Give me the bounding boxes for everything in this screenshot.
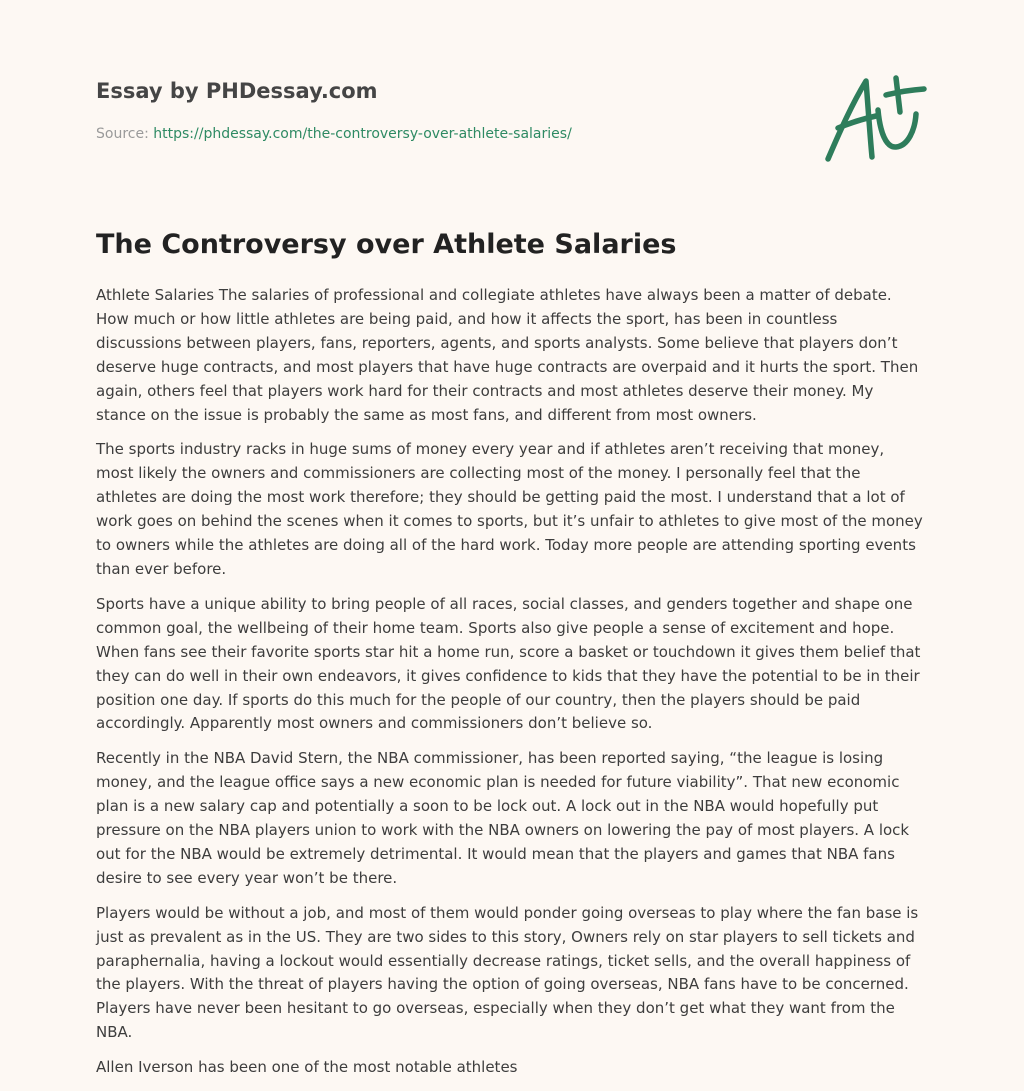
article-title: The Controversy over Athlete Salaries xyxy=(96,229,677,260)
article-paragraph: Sports have a unique ability to bring people of all races, social classes, and genders together and shape one common goal, the wellbeing of their home team. Sports also give people a sense of excitement and hope. When fans see their favorite sports star hit a home run, score a basket or touchdown it gives them belief that they can do well in their own endeavors, it gives confidence to kids that they have the potential to be in their position one day. If sports do this much for the people of our country, then the players should be paid accordingly. Apparently most owners and commissioners don’t believe so. xyxy=(96,594,921,733)
article-paragraph: The sports industry racks in huge sums of money every year and if athletes aren’t receiving that money, most likely the owners and commissioners are collecting most of the money. I personally feel that the athletes are doing the most work therefore; they should be getting paid the most. I understand that a lot of work goes on behind the scenes when it comes to sports, but it’s unfair to athletes to give most of the money to owners while the athletes are doing all of the hard work. Today more people are attending sporting events than ever before. xyxy=(96,440,923,578)
source-link[interactable]: https://phdessay.com/the-controversy-over-athlete-salaries/ xyxy=(153,126,572,142)
brand-title: Essay by PHDessay.com xyxy=(96,79,378,103)
article-paragraph: Players would be without a job, and most of them would ponder going overseas to play where the fan base is just as prevalent as in the US. They are two sides to this story, Owners rely on star players to sell tickets and paraphernalia, having a lockout would essentially decrease ratings, ticket sells, and the overall happiness of the players. With the threat of players having the option of going overseas, NBA fans have to be concerned. Players have never been hesitant to go overseas, especially when they don’t get what they want from the NBA. xyxy=(96,903,919,1042)
a-plus-logo-icon xyxy=(816,66,932,170)
essay-header xyxy=(96,78,796,143)
source-line xyxy=(96,125,796,143)
source-label: Source: xyxy=(96,126,149,142)
article-paragraph: Allen Iverson has been one of the most notable athletes xyxy=(96,1058,518,1077)
article-body xyxy=(96,284,926,1091)
article-paragraph: Recently in the NBA David Stern, the NBA commissioner, has been reported saying, “the league is losing money, and the league office says a new economic plan is needed for future viability”. That new economic plan is a new salary cap and potentially a soon to be lock out. A lock out in the NBA would hopefully put pressure on the NBA players union to work with the NBA owners on lowering the pay of most players. A lock out for the NBA would be extremely detrimental. It would mean that the players and games that NBA fans desire to see every year won’t be there. xyxy=(96,749,910,887)
article-paragraph: Athlete Salaries The salaries of professional and collegiate athletes have always been a matter of debate. How much or how little athletes are being paid, and how it affects the sport, has been in countless discussions between players, fans, reporters, agents, and sports analysts. Some believe that players don’t deserve huge contracts, and most players that have huge contracts are overpaid and it hurts the sport. Then again, others feel that players work hard for their contracts and most athletes deserve their money. My stance on the issue is probably the same as most fans, and different from most owners. xyxy=(96,286,919,424)
